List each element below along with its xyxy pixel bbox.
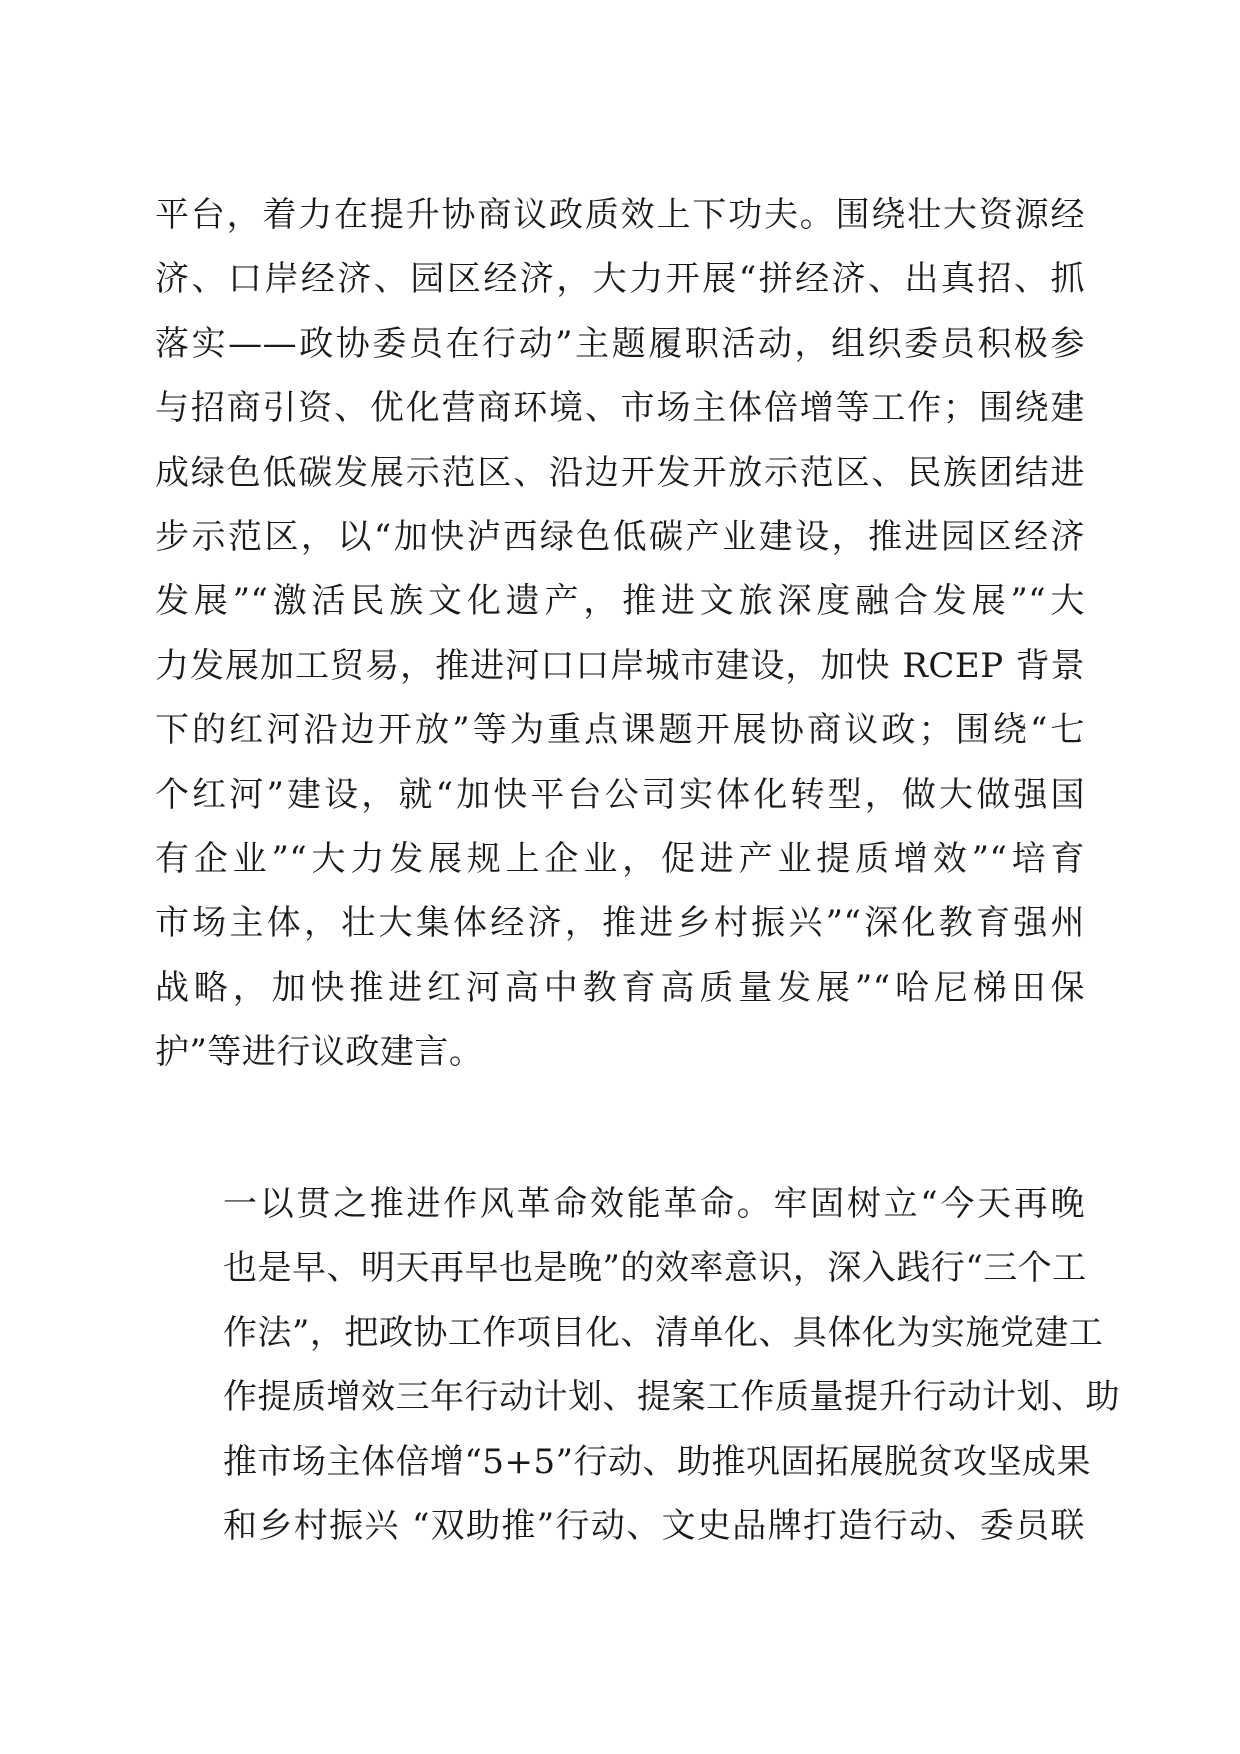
- paragraph-line: 和乡村振兴 “双助推”行动、文史品牌打造行动、委员联: [223, 1506, 1085, 1547]
- paragraph-line: 有企业”“大力发展规上企业，促进产业提质增效”“培育: [155, 839, 1085, 880]
- paragraph-line: 济、口岸经济、园区经济，大力开展“拼经济、出真招、抓: [155, 259, 1085, 300]
- paragraph-line: 发展”“激活民族文化遗产，推进文旅深度融合发展”“大: [155, 581, 1085, 622]
- paragraph-line: 作法”，把政协工作项目化、清单化、具体化为实施党建工: [223, 1312, 1104, 1353]
- paragraph-line: 战略，加快推进红河高中教育高质量发展”“哈尼梯田保: [155, 967, 1085, 1008]
- paragraph-line: 个红河”建设，就“加快平台公司实体化转型，做大做强国: [155, 774, 1085, 815]
- paragraph-line: 步示范区，以“加快泸西绿色低碳产业建设，推进园区经济: [155, 517, 1085, 558]
- paragraph-line: 市场主体，壮大集体经济，推进乡村振兴”“深化教育强州: [155, 903, 1085, 944]
- paragraph-line: 护”等进行议政建言。: [155, 1032, 484, 1073]
- paragraph-line: 作提质增效三年行动计划、提案工作质量提升行动计划、助: [223, 1377, 1120, 1418]
- paragraph-line: 一以贯之推进作风革命效能革命。牢固树立“今天再晚: [223, 1184, 1085, 1224]
- paragraph-2: [155, 1172, 1120, 1558]
- paragraph-line: 落实——政协委员在行动”主题履职活动，组织委员积极参: [155, 323, 1085, 364]
- paragraph-line: 平台，着力在提升协商议政质效上下功夫。围绕壮大资源经: [155, 195, 1085, 235]
- paragraph-line: 下的红河沿边开放”等为重点课题开展协商议政；围绕“七: [155, 710, 1085, 751]
- paragraph-line: 推市场主体倍增“5+5”行动、助推巩固拓展脱贫攻坚成果: [223, 1441, 1092, 1482]
- paragraph-line: 与招商引资、优化营商环境、市场主体倍增等工作；围绕建: [155, 388, 1085, 429]
- paragraph-1: [155, 183, 1085, 1085]
- paragraph-line: 力发展加工贸易，推进河口口岸城市建设，加快 RCEP 背景: [155, 645, 1085, 686]
- paragraph-line: 成绿色低碳发展示范区、沿边开发开放示范区、民族团结进: [155, 452, 1085, 493]
- paragraph-line: 也是早、明天再早也是晚”的效率意识，深入践行“三个工: [223, 1248, 1087, 1289]
